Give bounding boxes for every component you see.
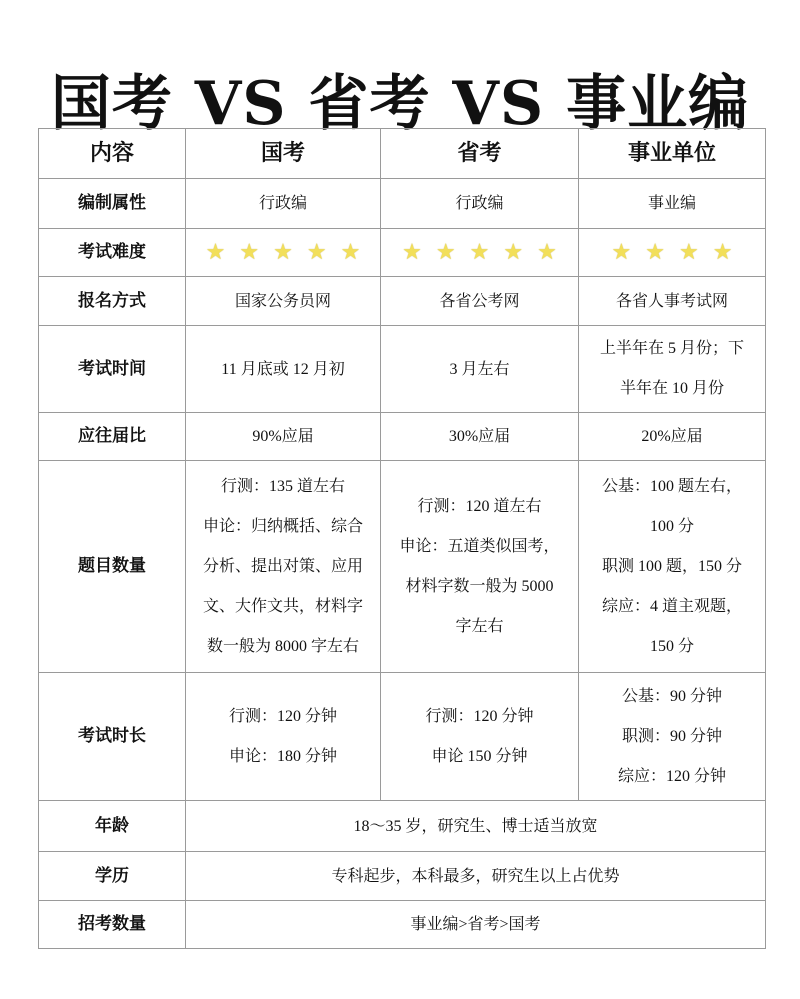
- header-cell: 省考: [381, 129, 579, 179]
- cell-line: 申论：归纳概括、综合: [202, 517, 363, 535]
- cell: [381, 673, 579, 801]
- table-row: [39, 229, 766, 277]
- star-icon: ★: [273, 238, 293, 264]
- comparison-table: [38, 128, 766, 949]
- table-row: [39, 413, 766, 461]
- cell-line: 公基：90 分钟: [621, 687, 722, 705]
- row-label: 考试时间: [39, 326, 186, 413]
- table-row: [39, 852, 766, 901]
- cell: [186, 461, 381, 673]
- row-label: 应往届比: [39, 413, 186, 461]
- cell-line: 公基：100 题左右，: [601, 477, 742, 495]
- table-row: [39, 901, 766, 949]
- cell-line: 申论 150 分钟: [431, 747, 528, 765]
- cell-line: 150 分: [649, 637, 694, 655]
- cell-line: 综应：4 道主观题，: [601, 597, 742, 615]
- cell: [579, 673, 766, 801]
- header-cell: 国考: [186, 129, 381, 179]
- cell: 各省公考网: [381, 277, 579, 326]
- row-label: 考试时长: [39, 673, 186, 801]
- star-icon: ★: [402, 238, 422, 264]
- star-icon: ★: [503, 238, 524, 264]
- cell-line: 行测：120 分钟: [425, 707, 534, 725]
- star-rating: [381, 229, 579, 277]
- cell-line: 申论：五道类似国考，: [399, 537, 560, 555]
- table-row: [39, 326, 766, 413]
- cell: 3 月左右: [381, 326, 579, 413]
- row-label: 编制属性: [39, 179, 186, 229]
- cell: 11 月底或 12 月初: [186, 326, 381, 413]
- header-cell: 事业单位: [579, 129, 766, 179]
- cell-line: 100 分: [649, 517, 694, 535]
- cell-line: 职测 100 题，150 分: [601, 557, 742, 575]
- row-label: 考试难度: [39, 229, 186, 277]
- cell: 国家公务员网: [186, 277, 381, 326]
- star-icon: ★: [306, 238, 327, 264]
- star-icon: ★: [340, 238, 361, 264]
- star-icon: ★: [611, 238, 632, 264]
- cell: 事业编: [579, 179, 766, 229]
- table-row: [39, 461, 766, 673]
- cell: 18～35 岁，研究生、博士适当放宽: [186, 801, 766, 852]
- row-label: 年龄: [39, 801, 186, 852]
- star-icon: ★: [239, 238, 260, 264]
- cell-line: 文、大作文共，材料字: [202, 597, 363, 615]
- cell: [186, 673, 381, 801]
- table-header-row: [39, 129, 766, 179]
- star-rating: [579, 229, 766, 277]
- cell: [579, 461, 766, 673]
- cell: 行政编: [186, 179, 381, 229]
- cell: 30%应届: [381, 413, 579, 461]
- star-icon: ★: [469, 238, 490, 264]
- cell: [579, 326, 766, 413]
- table-row: [39, 801, 766, 852]
- cell-line: 材料字数一般为 5000: [405, 577, 554, 595]
- cell-line: 字左右: [455, 617, 504, 635]
- cell: 事业编>省考>国考: [186, 901, 766, 949]
- row-label: 题目数量: [39, 461, 186, 673]
- cell: 行政编: [381, 179, 579, 229]
- cell-line: 行测：120 道左右: [417, 497, 542, 515]
- cell: [381, 461, 579, 673]
- row-label: 报名方式: [39, 277, 186, 326]
- cell-line: 分析、提出对策、应用: [202, 557, 363, 575]
- star-icon: ★: [679, 238, 699, 264]
- cell: 各省人事考试网: [579, 277, 766, 326]
- cell-line: 综应：120 分钟: [617, 767, 726, 785]
- star-icon: ★: [645, 238, 665, 264]
- cell: 专科起步，本科最多，研究生以上占优势: [186, 852, 766, 901]
- cell-line: 半年在 10 月份: [619, 380, 724, 397]
- cell-line: 上半年在 5 月份；下: [599, 340, 744, 357]
- table-row: [39, 673, 766, 801]
- header-cell: 内容: [39, 129, 186, 179]
- cell: 20%应届: [579, 413, 766, 461]
- table-row: [39, 179, 766, 229]
- star-icon: ★: [537, 238, 557, 264]
- cell-line: 职测：90 分钟: [621, 727, 722, 745]
- star-rating: [186, 229, 381, 277]
- cell-line: 申论：180 分钟: [228, 747, 337, 765]
- cell-line: 数一般为 8000 字左右: [206, 637, 359, 655]
- star-icon: ★: [205, 238, 226, 264]
- cell: 90%应届: [186, 413, 381, 461]
- row-label: 招考数量: [39, 901, 186, 949]
- table-row: [39, 277, 766, 326]
- page-title: 国考 VS 省考 VS 事业编: [50, 69, 750, 139]
- cell-line: 行测：120 分钟: [228, 707, 337, 725]
- cell-line: 行测：135 道左右: [220, 477, 345, 495]
- row-label: 学历: [39, 852, 186, 901]
- star-icon: ★: [435, 238, 456, 264]
- star-icon: ★: [712, 238, 733, 264]
